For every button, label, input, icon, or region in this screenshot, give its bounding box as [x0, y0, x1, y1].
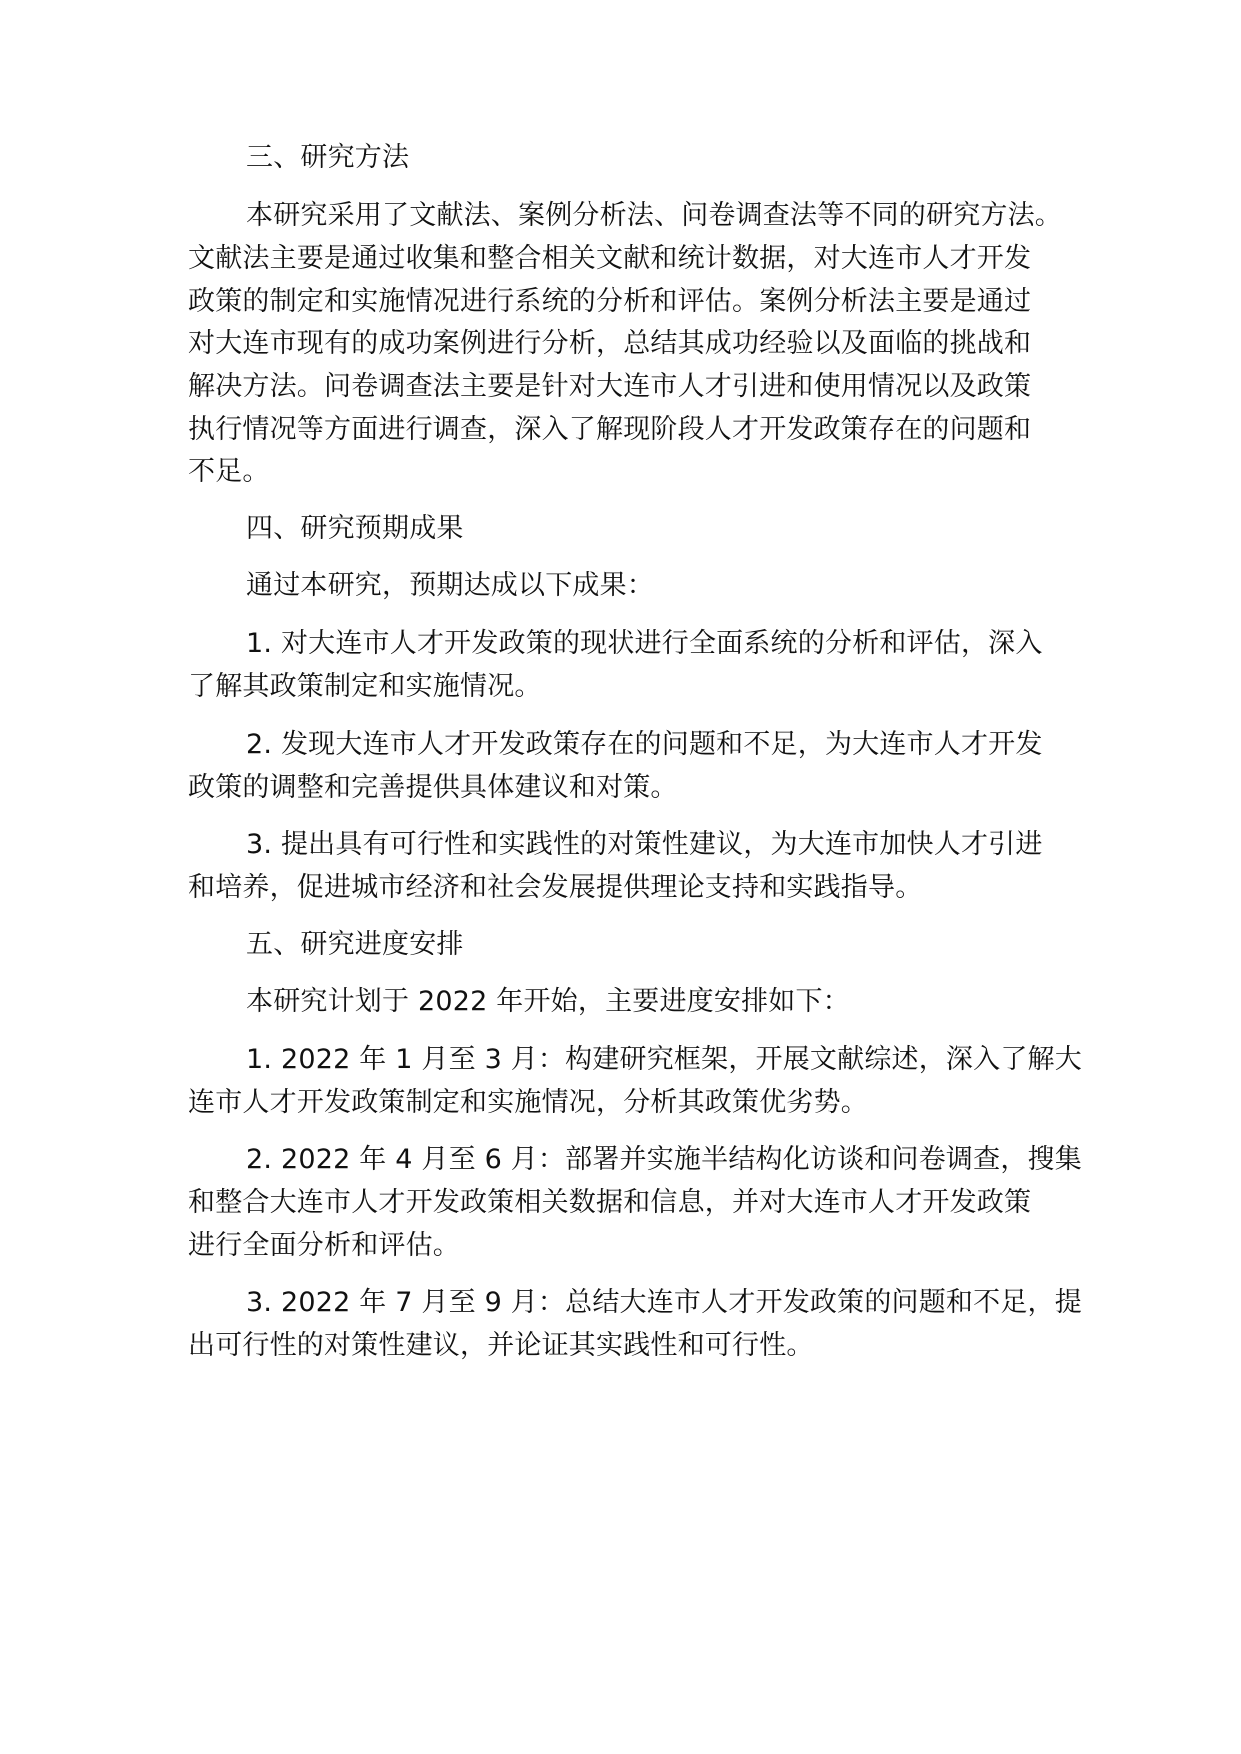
section-heading: 三、研究方法	[246, 142, 410, 173]
list-item-line: 政策的调整和完善提供具体建议和对策。	[188, 772, 678, 803]
paragraph-line: 解决方法。问卷调查法主要是针对大连市人才引进和使用情况以及政策	[188, 371, 1032, 402]
list-item-line: 1. 2022 年 1 月至 3 月：构建研究框架，开展文献综述，深入了解大	[246, 1044, 1082, 1075]
paragraph-line: 本研究计划于 2022 年开始，主要进度安排如下：	[246, 986, 850, 1017]
paragraph-line: 文献法主要是通过收集和整合相关文献和统计数据，对大连市人才开发	[188, 243, 1032, 274]
list-item-line: 连市人才开发政策制定和实施情况，分析其政策优劣势。	[188, 1087, 868, 1118]
list-item-line: 和整合大连市人才开发政策相关数据和信息，并对大连市人才开发政策	[188, 1187, 1032, 1218]
list-item-line: 进行全面分析和评估。	[188, 1230, 460, 1261]
list-item-line: 了解其政策制定和实施情况。	[188, 671, 542, 702]
paragraph-line: 执行情况等方面进行调查，深入了解现阶段人才开发政策存在的问题和	[188, 414, 1032, 445]
section-heading: 五、研究进度安排	[246, 929, 464, 960]
list-item-line: 3. 2022 年 7 月至 9 月：总结大连市人才开发政策的问题和不足，提	[246, 1287, 1082, 1318]
section-heading: 四、研究预期成果	[246, 513, 464, 544]
paragraph-line: 不足。	[188, 456, 270, 487]
paragraph-line: 政策的制定和实施情况进行系统的分析和评估。案例分析法主要是通过	[188, 286, 1032, 317]
list-item-line: 1. 对大连市人才开发政策的现状进行全面系统的分析和评估，深入	[246, 628, 1043, 659]
list-item-line: 2. 发现大连市人才开发政策存在的问题和不足，为大连市人才开发	[246, 729, 1043, 760]
paragraph-line: 本研究采用了文献法、案例分析法、问卷调查法等不同的研究方法。	[246, 200, 1062, 231]
list-item-line: 2. 2022 年 4 月至 6 月：部署并实施半结构化访谈和问卷调查，搜集	[246, 1144, 1082, 1175]
list-item-line: 3. 提出具有可行性和实践性的对策性建议，为大连市加快人才引进	[246, 829, 1043, 860]
list-item-line: 和培养，促进城市经济和社会发展提供理论支持和实践指导。	[188, 872, 923, 903]
paragraph-line: 通过本研究，预期达成以下成果：	[246, 570, 654, 601]
paragraph-line: 对大连市现有的成功案例进行分析，总结其成功经验以及面临的挑战和	[188, 328, 1032, 359]
list-item-line: 出可行性的对策性建议，并论证其实践性和可行性。	[188, 1330, 814, 1361]
